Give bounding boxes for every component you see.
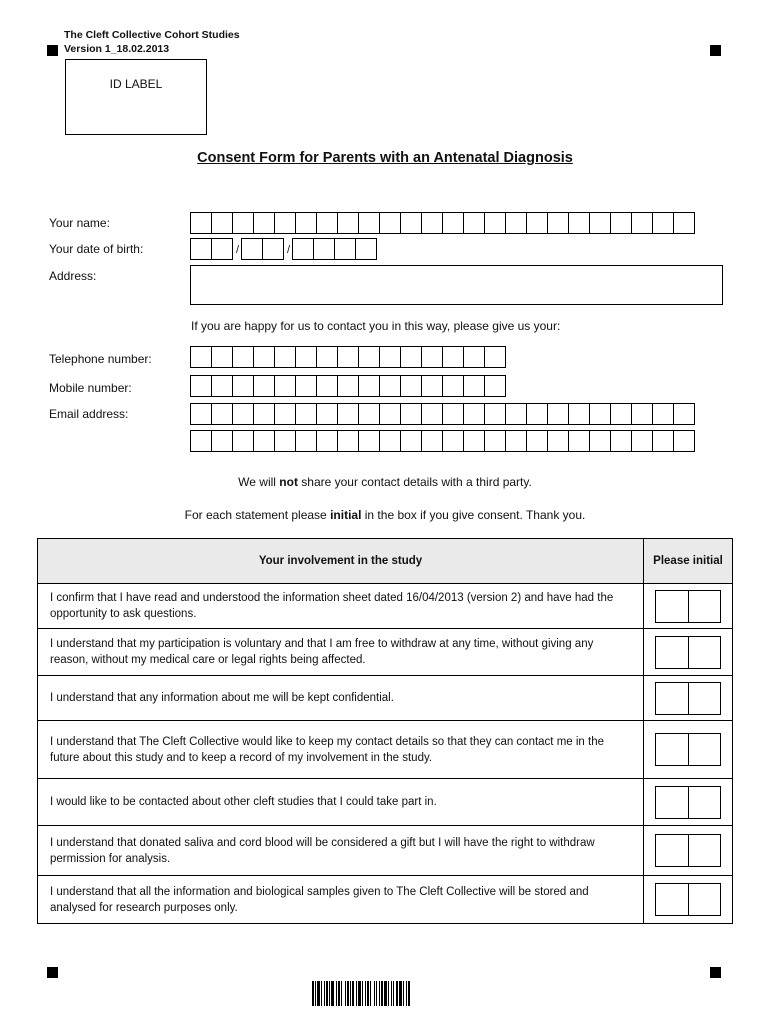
char-box[interactable] (673, 212, 695, 234)
char-box[interactable] (211, 375, 233, 397)
statement-text: I would like to be contacted about other cleft studies that I could take part in. (38, 779, 644, 826)
page-title: Consent Form for Parents with an Antenatal Diagnosis (197, 150, 573, 166)
initial-box[interactable] (655, 733, 721, 766)
third-party-note: We will not share your contact details with a third party. (238, 475, 532, 489)
char-box[interactable] (295, 212, 317, 234)
char-box[interactable] (316, 346, 338, 368)
char-box[interactable] (316, 375, 338, 397)
char-box[interactable] (484, 346, 506, 368)
id-label-text: ID LABEL (109, 77, 163, 91)
char-box[interactable] (253, 403, 275, 425)
char-box[interactable] (232, 430, 254, 452)
registration-mark-top-right (710, 45, 721, 56)
char-box[interactable] (400, 212, 422, 234)
char-box[interactable] (211, 346, 233, 368)
header-involvement: Your involvement in the study (38, 539, 644, 584)
char-box[interactable] (379, 212, 401, 234)
header-initial: Please initial (644, 539, 733, 584)
char-box[interactable] (253, 212, 275, 234)
char-box[interactable] (589, 212, 611, 234)
char-box[interactable] (631, 430, 653, 452)
initial-box[interactable] (655, 786, 721, 819)
char-box[interactable] (568, 212, 590, 234)
char-box[interactable] (190, 403, 212, 425)
char-box[interactable] (463, 430, 485, 452)
dob-day-cell[interactable] (211, 238, 233, 260)
char-box[interactable] (400, 403, 422, 425)
initial-box[interactable] (655, 636, 721, 669)
char-box[interactable] (400, 346, 422, 368)
email-label: Email address: (49, 407, 129, 421)
initial-box[interactable] (655, 682, 721, 715)
char-box[interactable] (547, 403, 569, 425)
char-box[interactable] (631, 403, 653, 425)
id-label-box (65, 59, 207, 135)
char-box[interactable] (442, 430, 464, 452)
char-box[interactable] (484, 403, 506, 425)
char-box[interactable] (253, 430, 275, 452)
table-row (38, 584, 733, 629)
statement-text: I understand that donated saliva and cord blood will be considered a gift but I will have the right to withdraw permission for analysis. (38, 826, 644, 876)
char-box[interactable] (316, 212, 338, 234)
table-row (38, 629, 733, 676)
char-box[interactable] (232, 212, 254, 234)
statement-text: I understand that all the information and biological samples given to The Cleft Collective will be stored and analysed for research purposes only. (38, 876, 644, 924)
char-box[interactable] (274, 430, 296, 452)
char-box[interactable] (463, 212, 485, 234)
char-box[interactable] (337, 430, 359, 452)
char-box[interactable] (631, 212, 653, 234)
char-box[interactable] (505, 430, 527, 452)
char-box[interactable] (568, 430, 590, 452)
dob-year-cell[interactable] (355, 238, 377, 260)
char-box[interactable] (274, 346, 296, 368)
char-box[interactable] (505, 403, 527, 425)
dob-month-cell[interactable] (262, 238, 284, 260)
char-box[interactable] (484, 375, 506, 397)
barcode (312, 981, 411, 1006)
char-box[interactable] (337, 375, 359, 397)
char-box[interactable] (358, 212, 380, 234)
char-box[interactable] (358, 403, 380, 425)
char-box[interactable] (673, 403, 695, 425)
char-box[interactable] (274, 375, 296, 397)
char-box[interactable] (295, 403, 317, 425)
char-box[interactable] (589, 403, 611, 425)
char-box[interactable] (190, 346, 212, 368)
char-box[interactable] (358, 430, 380, 452)
char-box[interactable] (463, 375, 485, 397)
char-box[interactable] (358, 346, 380, 368)
initial-box[interactable] (655, 883, 721, 916)
char-box[interactable] (190, 375, 212, 397)
name-field[interactable] (190, 212, 695, 234)
dob-year-cell[interactable] (334, 238, 356, 260)
statement-text: I understand that The Cleft Collective would like to keep my contact details so that they can contact me in the future about this study and to keep a record of my involvement in the study. (38, 721, 644, 779)
char-box[interactable] (568, 403, 590, 425)
char-box[interactable] (358, 375, 380, 397)
char-box[interactable] (547, 430, 569, 452)
char-box[interactable] (610, 403, 632, 425)
initial-box[interactable] (655, 590, 721, 623)
char-box[interactable] (316, 403, 338, 425)
char-box[interactable] (337, 403, 359, 425)
char-box[interactable] (211, 212, 233, 234)
char-box[interactable] (211, 430, 233, 452)
dob-field[interactable] (190, 238, 377, 260)
char-box[interactable] (421, 212, 443, 234)
char-box[interactable] (505, 212, 527, 234)
char-box[interactable] (232, 375, 254, 397)
char-box[interactable] (421, 346, 443, 368)
table-header-row (38, 539, 733, 584)
char-box[interactable] (295, 346, 317, 368)
char-box[interactable] (484, 212, 506, 234)
name-label: Your name: (49, 216, 110, 230)
dob-year-cell[interactable] (313, 238, 335, 260)
dob-month-cell[interactable] (241, 238, 263, 260)
char-box[interactable] (652, 212, 674, 234)
table-row (38, 876, 733, 924)
registration-mark-bottom-left (47, 967, 58, 978)
statement-text: I confirm that I have read and understood the information sheet dated 16/04/2013 (version 2) and have had the opportunity to ask questions. (38, 584, 644, 629)
char-box[interactable] (190, 212, 212, 234)
address-label: Address: (49, 269, 97, 283)
char-box[interactable] (337, 212, 359, 234)
char-box[interactable] (484, 430, 506, 452)
char-box[interactable] (652, 430, 674, 452)
char-box[interactable] (316, 430, 338, 452)
char-box[interactable] (442, 346, 464, 368)
char-box[interactable] (211, 403, 233, 425)
table-row (38, 676, 733, 721)
char-box[interactable] (442, 212, 464, 234)
table-row (38, 721, 733, 779)
char-box[interactable] (379, 403, 401, 425)
email-field-line-1[interactable] (190, 403, 695, 425)
char-box[interactable] (589, 430, 611, 452)
dob-label: Your date of birth: (49, 242, 144, 256)
char-box[interactable] (232, 346, 254, 368)
study-name: The Cleft Collective Cohort Studies (64, 29, 240, 41)
mobile-field[interactable] (190, 375, 506, 397)
char-box[interactable] (400, 430, 422, 452)
dob-separator: / (286, 244, 291, 256)
version-text: Version 1_18.02.2013 (64, 43, 170, 55)
char-box[interactable] (379, 346, 401, 368)
char-box[interactable] (295, 430, 317, 452)
initial-instruction: For each statement please initial in the box if you give consent. Thank you. (184, 508, 586, 522)
consent-table (37, 538, 733, 924)
char-box[interactable] (652, 403, 674, 425)
char-box[interactable] (190, 430, 212, 452)
char-box[interactable] (253, 346, 275, 368)
char-box[interactable] (421, 403, 443, 425)
table-row (38, 826, 733, 876)
char-box[interactable] (547, 212, 569, 234)
char-box[interactable] (463, 346, 485, 368)
dob-separator: / (235, 244, 240, 256)
mobile-label: Mobile number: (49, 381, 132, 395)
char-box[interactable] (673, 430, 695, 452)
telephone-field[interactable] (190, 346, 506, 368)
char-box[interactable] (274, 403, 296, 425)
char-box[interactable] (379, 375, 401, 397)
registration-mark-bottom-right (710, 967, 721, 978)
char-box[interactable] (442, 403, 464, 425)
char-box[interactable] (442, 375, 464, 397)
char-box[interactable] (232, 403, 254, 425)
contact-intro: If you are happy for us to contact you in this way, please give us your: (191, 319, 561, 333)
char-box[interactable] (526, 430, 548, 452)
dob-day-cell[interactable] (190, 238, 212, 260)
statement-text: I understand that my participation is voluntary and that I am free to withdraw at any time, without giving any reason, without my medical care or legal rights being affected. (38, 629, 644, 676)
char-box[interactable] (610, 430, 632, 452)
char-box[interactable] (295, 375, 317, 397)
registration-mark-top-left (47, 45, 58, 56)
char-box[interactable] (274, 212, 296, 234)
char-box[interactable] (421, 430, 443, 452)
address-field[interactable] (190, 265, 723, 305)
char-box[interactable] (253, 375, 275, 397)
email-field-line-2[interactable] (190, 430, 695, 452)
char-box[interactable] (463, 403, 485, 425)
initial-box[interactable] (655, 834, 721, 867)
char-box[interactable] (526, 403, 548, 425)
char-box[interactable] (337, 346, 359, 368)
telephone-label: Telephone number: (49, 352, 152, 366)
char-box[interactable] (400, 375, 422, 397)
char-box[interactable] (526, 212, 548, 234)
char-box[interactable] (379, 430, 401, 452)
char-box[interactable] (610, 212, 632, 234)
char-box[interactable] (421, 375, 443, 397)
statement-text: I understand that any information about me will be kept confidential. (38, 676, 644, 721)
table-row (38, 779, 733, 826)
dob-year-cell[interactable] (292, 238, 314, 260)
